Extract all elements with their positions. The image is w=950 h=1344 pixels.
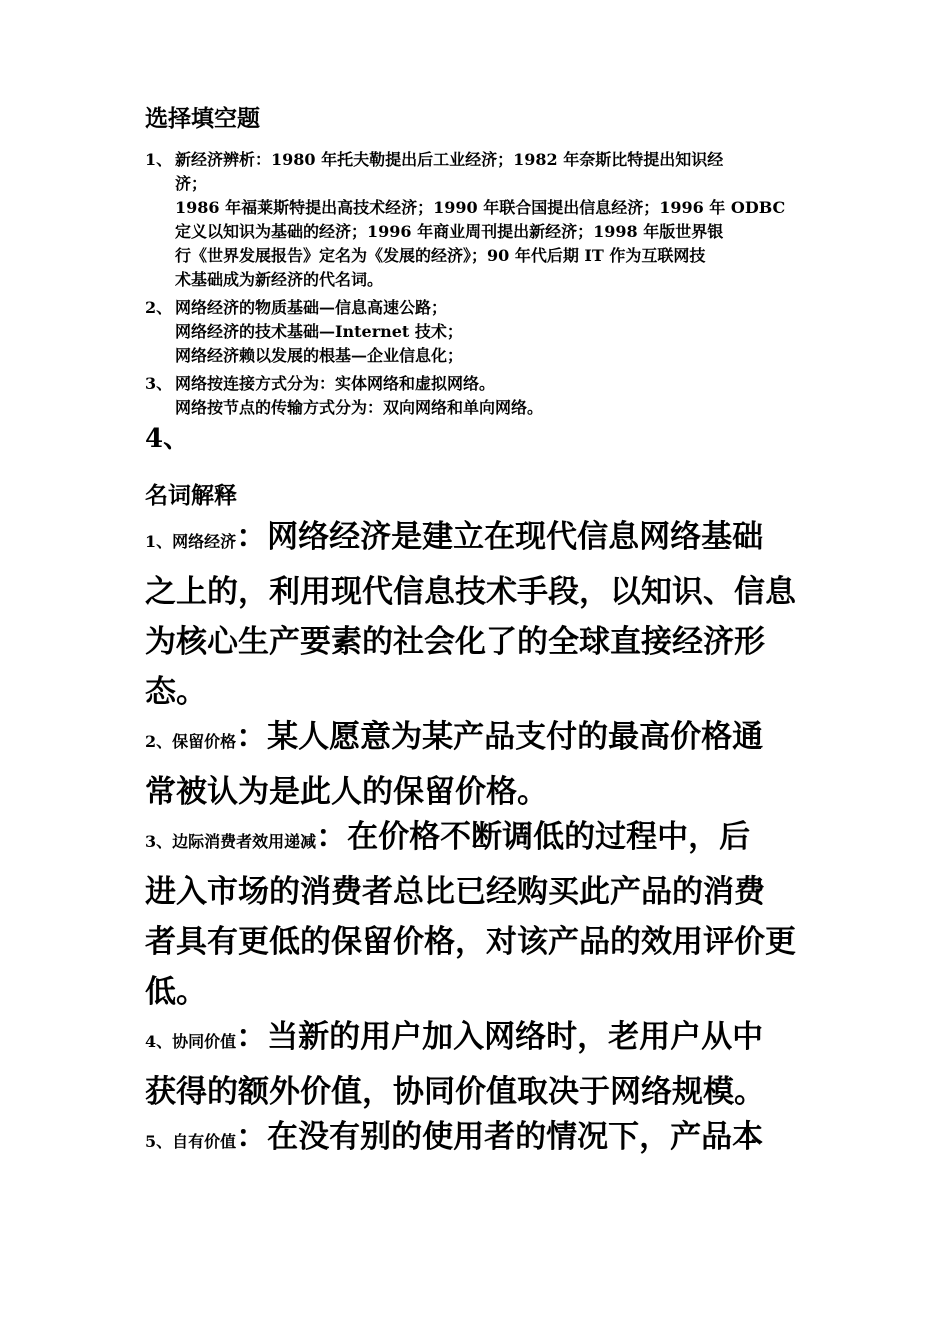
item-number-4: 4、 [145,424,190,454]
definition-text-line: 者具有更低的保留价格，对该产品的效用评价更 [145,924,796,960]
item-text-line: 新经济辨析：1980 年托夫勒提出后工业经济；1982 年奈斯比特提出知识经 [175,150,724,169]
definition-text: 某人愿意为某产品支付的最高价格通 [267,719,764,755]
section-title-terms: 名词解释 [145,482,237,509]
list-item [145,296,825,368]
definition-colon: ： [236,1019,268,1055]
definition-item [145,712,845,817]
definition-text-line: 进入市场的消费者总比已经购买此产品的消费 [145,874,765,910]
definition-text-line: 获得的额外价值，协同价值取决于网络规模。 [145,1074,765,1110]
list-item [145,148,825,292]
definition-term: 5、自有价值 [145,1132,237,1151]
definition-colon: ： [236,1119,268,1155]
definition-term: 2、保留价格 [145,732,237,751]
definition-text-line: 为核心生产要素的社会化了的全球直接经济形 [145,624,765,660]
definition-colon: ： [316,819,348,855]
item-number: 3、 [145,374,173,393]
definition-term: 4、协同价值 [145,1032,237,1051]
list-item [145,372,825,420]
definition-text: 在没有别的使用者的情况下，产品本 [267,1119,764,1155]
section-title-fill-in: 选择填空题 [145,105,260,132]
item-text-line: 1986 年福莱斯特提出高技术经济；1990 年联合国提出信息经济；1996 年 ODBC [175,198,786,217]
item-text-line: 术基础成为新经济的代名词。 [175,270,384,289]
item-text-line: 网络经济赖以发展的根基—企业信息化； [175,346,464,365]
definition-text-line: 态。 [145,674,207,710]
definition-item [145,1112,845,1167]
definition-text: 在价格不断调低的过程中，后 [347,819,751,855]
definition-text: 网络经济是建立在现代信息网络基础 [267,519,764,555]
definition-item [145,1012,845,1117]
item-number: 2、 [145,298,173,317]
definition-term: 3、边际消费者效用递减 [145,832,317,851]
item-text-line: 网络按连接方式分为：实体网络和虚拟网络。 [175,374,496,393]
item-text-line: 网络经济的物质基础—信息高速公路； [175,298,448,317]
definition-text: 当新的用户加入网络时，老用户从中 [267,1019,764,1055]
item-text-line: 济； [175,174,208,193]
definition-text-line: 之上的，利用现代信息技术手段，以知识、信息 [145,574,796,610]
item-text-line: 行《世界发展报告》定名为《发展的经济》；90 年代后期 IT 作为互联网技 [175,246,706,265]
definition-item [145,512,845,717]
definition-text-line: 低。 [145,974,207,1010]
definition-term: 1、网络经济 [145,532,237,551]
definition-text-line: 常被认为是此人的保留价格。 [145,774,548,810]
item-text-line: 网络按节点的传输方式分为：双向网络和单向网络。 [175,398,544,417]
definition-colon: ： [236,519,268,555]
item-text-line: 网络经济的技术基础—Internet 技术； [175,322,463,341]
definition-item [145,812,845,1017]
item-text-line: 定义以知识为基础的经济；1996 年商业周刊提出新经济；1998 年版世界银 [175,222,724,241]
item-number: 1、 [145,150,173,169]
definition-colon: ： [236,719,268,755]
